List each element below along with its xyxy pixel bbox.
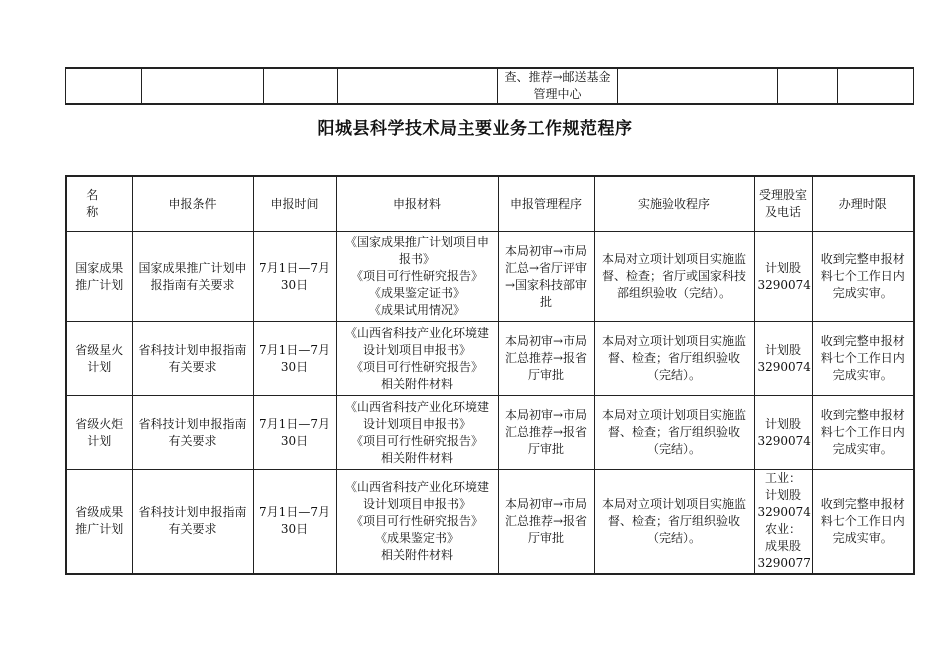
page-title: 阳城县科学技术局主要业务工作规范程序 [317, 119, 633, 139]
table-row [66, 322, 914, 396]
cell-office [754, 232, 812, 322]
office-line: 工业： [764, 471, 801, 486]
table-cell [778, 68, 838, 104]
table-cell [838, 68, 914, 104]
cell-time: 7月1日—7月30日 [253, 232, 336, 322]
material-line: 相关附件材料 [380, 450, 453, 465]
cell-time: 7月1日—7月30日 [253, 396, 336, 470]
cell-office [754, 470, 812, 574]
office-line: 3290074 [757, 433, 811, 448]
cell-process: 本局初审→市局汇总推荐→报省厅审批 [498, 322, 594, 396]
cell-materials [336, 396, 498, 470]
cell-acceptance: 本局对立项计划项目实施监督、检查；省厅组织验收（完结）。 [594, 396, 754, 470]
office-line: 成果股 [764, 539, 801, 554]
material-line: 《项目可行性研究报告》 [350, 433, 483, 448]
cell-process: 本局初审→市局汇总推荐→报省厅审批 [498, 396, 594, 470]
material-line: 《成果鉴定证书》 [368, 286, 465, 300]
material-line: 《成果试用情况》 [368, 303, 465, 317]
cell-condition: 省科技计划申报指南有关要求 [132, 396, 253, 470]
cell-materials [336, 322, 498, 396]
table-cell [338, 68, 498, 104]
cell-limit: 收到完整申报材料七个工作日内完成实审。 [812, 470, 914, 574]
material-line: 《项目可行性研究报告》 [350, 269, 483, 283]
material-line: 《成果鉴定书》 [374, 530, 459, 545]
cell-office [754, 322, 812, 396]
cell-materials [336, 232, 498, 322]
material-line: 《项目可行性研究报告》 [350, 359, 483, 374]
cell-name: 省级火炬计划 [66, 396, 132, 470]
header-limit: 办理时限 [812, 176, 914, 232]
cell-condition: 国家成果推广计划申报指南有关要求 [132, 232, 253, 322]
cell-process: 本局初审→市局汇总推荐→报省厅审批 [498, 470, 594, 574]
procedure-table [65, 175, 915, 575]
office-line: 农业： [764, 522, 801, 537]
material-line: 《山西省科技产业化环境建设计划项目申报书》 [344, 479, 489, 511]
continued-table-fragment [65, 67, 914, 105]
office-line: 3290077 [757, 556, 811, 571]
table-row [66, 68, 914, 104]
table-cell [264, 68, 338, 104]
cell-time: 7月1日—7月30日 [253, 470, 336, 574]
material-line: 相关附件材料 [380, 547, 453, 562]
cell-name: 省级星火计划 [66, 322, 132, 396]
office-line: 计划股 [764, 416, 801, 431]
table-row [66, 396, 914, 470]
cell-acceptance: 本局对立项计划项目实施监督、检查；省厅组织验收（完结）。 [594, 322, 754, 396]
header-time: 申报时间 [253, 176, 336, 232]
office-line: 计划股 [764, 260, 801, 275]
cell-condition: 省科技计划申报指南有关要求 [132, 470, 253, 574]
header-process: 申报管理程序 [498, 176, 594, 232]
cell-process: 本局初审→市局汇总→省厅评审→国家科技部审批 [498, 232, 594, 322]
office-line: 3290074 [757, 505, 811, 520]
table-row [66, 232, 914, 322]
header-name: 名 称 [66, 176, 132, 232]
material-line: 《山西省科技产业化环境建设计划项目申报书》 [344, 325, 489, 357]
cell-acceptance: 本局对立项计划项目实施监督、检查；省厅组织验收（完结）。 [594, 470, 754, 574]
cell-office [754, 396, 812, 470]
cell-materials [336, 470, 498, 574]
header-acceptance: 实施验收程序 [594, 176, 754, 232]
cell-name: 省级成果推广计划 [66, 470, 132, 574]
office-line: 计划股 [764, 342, 801, 357]
cell-condition: 省科技计划申报指南有关要求 [132, 322, 253, 396]
cell-time: 7月1日—7月30日 [253, 322, 336, 396]
cell-limit: 收到完整申报材料七个工作日内完成实审。 [812, 232, 914, 322]
table-cell [618, 68, 778, 104]
cell-limit: 收到完整申报材料七个工作日内完成实审。 [812, 396, 914, 470]
header-office: 受理股室及电话 [754, 176, 812, 232]
table-cell [142, 68, 264, 104]
material-line: 《项目可行性研究报告》 [350, 513, 483, 528]
header-materials: 申报材料 [336, 176, 498, 232]
table-cell: 查、推荐→邮送基金管理中心 [498, 68, 618, 104]
material-line: 相关附件材料 [380, 376, 453, 391]
table-header-row [66, 176, 914, 232]
cell-name: 国家成果推广计划 [66, 232, 132, 322]
office-line: 计划股 [764, 488, 801, 503]
material-line: 《山西省科技产业化环境建设计划项目申报书》 [344, 399, 489, 431]
cell-acceptance: 本局对立项计划项目实施监督、检查；省厅或国家科技部组织验收（完结）。 [594, 232, 754, 322]
material-line: 《国家成果推广计划项目申报书》 [344, 235, 489, 266]
cell-limit: 收到完整申报材料七个工作日内完成实审。 [812, 322, 914, 396]
office-line: 3290074 [757, 277, 811, 292]
office-line: 3290074 [757, 359, 811, 374]
table-row [66, 470, 914, 574]
table-cell [66, 68, 142, 104]
header-condition: 申报条件 [132, 176, 253, 232]
